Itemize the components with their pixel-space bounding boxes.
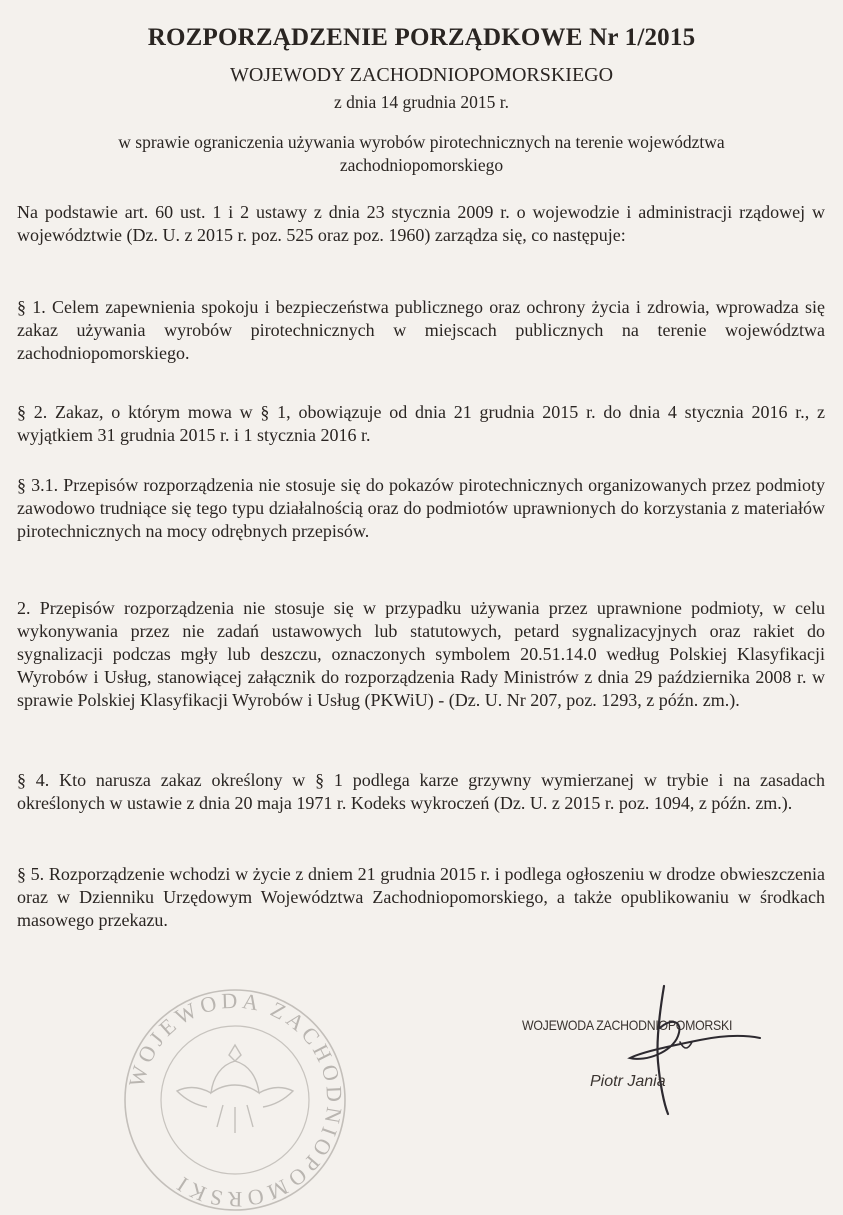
handwritten-signature (560, 980, 780, 1120)
eagle-emblem-icon (177, 1045, 293, 1133)
intro-paragraph: Na podstawie art. 60 ust. 1 i 2 ustawy z dnia 23 stycznia 2009 r. o wojewodzie i administracji rządowej w województwie (Dz. U. z 2015 r. poz. 525 oraz poz. 1960) zarządza się, co następuje: (17, 202, 825, 245)
document-title: ROZPORZĄDZENIE PORZĄDKOWE Nr 1/2015 (147, 24, 696, 51)
signatory-name: Piotr Jania (590, 1073, 666, 1090)
signature-title: WOJEWODA ZACHODNIOPOMORSKI (522, 1017, 733, 1033)
issuer-subtitle: WOJEWODY ZACHODNIOPOMORSKIEGO (229, 64, 614, 86)
document-date: z dnia 14 grudnia 2015 r. (334, 92, 509, 112)
document-subject: w sprawie ograniczenia używania wyrobów pirotechnicznych na terenie województwa zachodniopomorskiego (118, 132, 725, 175)
paragraph-4: § 4. Kto narusza zakaz określony w § 1 podlega karze grzywny wymierzanej w trybie i na zasadach określonych w ustawie z dnia 20 maja 1971 r. Kodeks wykroczeń (Dz. U. z 2015 r. poz. 1094, z późn. zm.). (17, 770, 825, 813)
paragraph-1: § 1. Celem zapewnienia spokoju i bezpieczeństwa publicznego oraz ochrony życia i zdrowia, wprowadza się zakaz używania wyrobów pirotechnicznych w miejscach publicznych na terenie województwa zachodniopomorskiego. (17, 297, 825, 363)
official-seal (120, 985, 350, 1215)
seal-text-path: WOJEWODA ZACHODNIOPOMORSKI (123, 987, 348, 1213)
paragraph-3-2: 2. Przepisów rozporządzenia nie stosuje się w przypadku używania przez uprawnione podmioty, w celu wykonywania przez nie zadań ustawowych lub statutowych, petard sygnalizacyjnych oraz rakiet do sygnalizacji podczas mgły lub deszczu, oznaczonych symbolem 20.51.14.0 według Polskiej Klasyfikacji Wyrobów i Usług, stanowiącej załącznik do rozporządzenia Rady Ministrów z dnia 29 października 2008 r. w sprawie Polskiej Klasyfikacji Wyrobów i Usług (PKWiU) - (Dz. U. Nr 207, poz. 1293, z późn. zm.). (17, 598, 825, 710)
paragraph-3-1: § 3.1. Przepisów rozporządzenia nie stosuje się do pokazów pirotechnicznych organizowanych przez podmioty zawodowo trudniące się tego typu działalnością oraz do podmiotów uprawnionych do korzystania z materiałów pirotechnicznych na mocy odrębnych przepisów. (17, 475, 825, 541)
paragraph-5: § 5. Rozporządzenie wchodzi w życie z dniem 21 grudnia 2015 r. i podlega ogłoszeniu w drodze obwieszczenia oraz w Dzienniku Urzędowym Województwa Zachodniopomorskiego, a także opublikowaniu w środkach masowego przekazu. (17, 864, 825, 930)
paragraph-2: § 2. Zakaz, o którym mowa w § 1, obowiązuje od dnia 21 grudnia 2015 r. do dnia 4 stycznia 2016 r., z wyjątkiem 31 grudnia 2015 r. i 1 stycznia 2016 r. (17, 402, 825, 445)
